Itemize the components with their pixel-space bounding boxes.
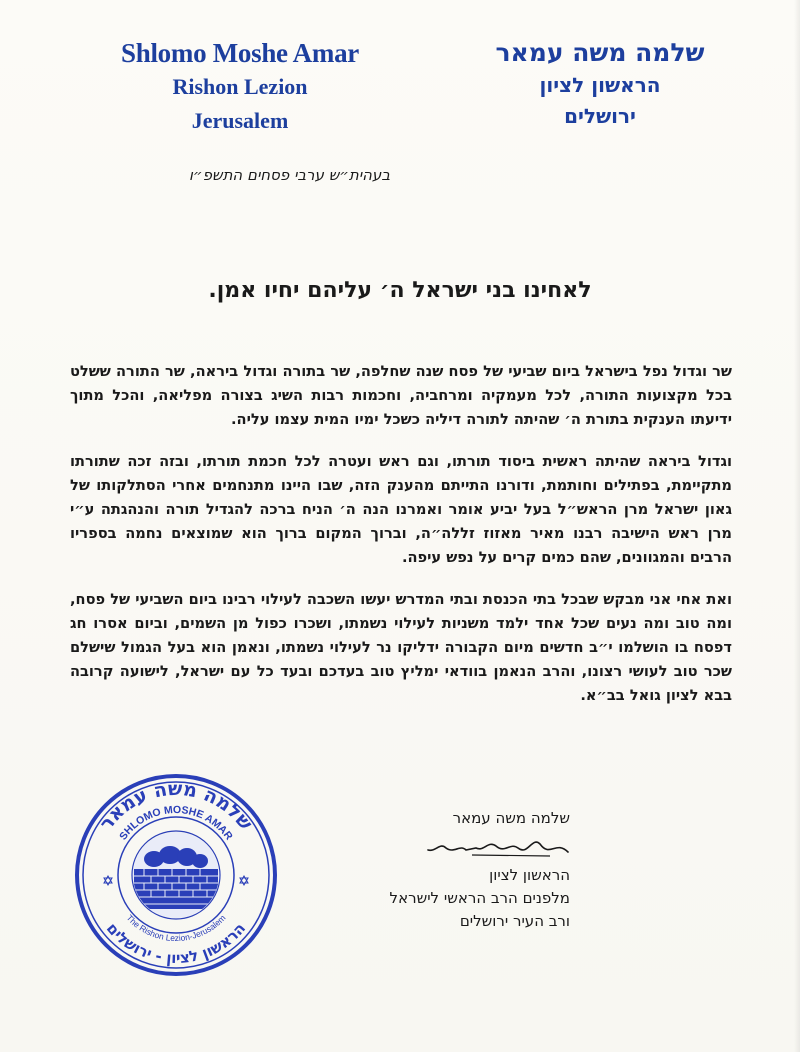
signature-block [300,807,570,933]
handwritten-signature [300,830,570,864]
official-stamp [74,773,278,977]
letter-body [70,360,732,726]
letterhead-hebrew [470,36,730,132]
letterhead-hebrew-title: הראשון לציון [539,73,661,97]
stamp-hebrew-bottom: הראשון לציון - ירושלים [102,919,250,968]
stamp-hebrew-top: שלמה משה עמאר [95,777,257,835]
paper-edge-shadow [794,0,800,1052]
letterhead-english [110,36,370,138]
signature-title: הראשון לציון [489,866,570,884]
paragraph-1: שר וגדול נפל בישראל ביום שביעי של פסח שנה שחלפה, שר בתורה וגדול ביראה, שר התורה ששלט בכל מקצועות התורה, לכל מעמקיה ומרחביה, וחכמות רבות השיג בצורה מפליאה, והכל מתוך ידיעתו הענקית בתורת ה׳ שהיתה לתורה דיליה כשכל ימיו המית עצמו עליה. [70,363,732,428]
letterhead-english-name: Shlomo Moshe Amar [121,38,359,68]
letterhead-hebrew-city: ירושלים [564,104,636,128]
paragraph-2: וגדול ביראה שהיתה ראשית ביסוד תורתו, וגם ראש ועטרה לכל חכמת תורתו, ובזה זכה שתורתו מתקיימת, בפתילים וחותמת, ודורנו התייתם מהענק הזה, שבו היינו מתנחמים אחרי הסתלקותו של גאון ישראל מרן הראש״ל בעל יביע אומר ואמרנו הנה ה׳ הניח ברכה להגדיל תורה והנהגתה ע״י מרן ראש הישיבה רבנו מאיר מאזוז זללה״ה, וברוך המקום ברוך הוא שמוצאים נחמה בספריו הרבים והמגוונים, שהם כמים קרים על נפש עיפה. [70,453,732,566]
letterhead-hebrew-name: שלמה משה עמאר [495,38,705,67]
signature-name: שלמה משה עמאר [452,809,570,827]
letter-date: בעהית״ש ערבי פסחים התשפ״ו [188,166,390,184]
stamp-english-top: SHLOMO MOSHE AMAR [117,803,235,843]
letterhead-english-city: Jerusalem [191,108,289,133]
letterhead-english-title: Rishon Lezion [172,74,308,99]
stamp-english-bottom: The Rishon Lezion-Jerusalem [124,912,228,944]
signature-role-1: מלפנים הרב הראשי לישראל [389,889,570,907]
letter-heading: לאחינו בני ישראל ה׳ עליהם יחיו אמן. [208,278,592,303]
paragraph-3: ואת אחי אני מבקש שבכל בתי הכנסת ובתי המדרש יעשו השכבה לעילוי רבינו ביום השביעי של פסח, ומה טוב ומה נעים שכל אחד ילמד משניות לעילוי נשמתו, ושכרו כפול מן השמים, וביום אסרו חג דפסח בו הושלמו י״ב חדשים מיום הקבורה ידליקו נר לעילוי נשמתו, ונאמן הוא בעל הגמול שישלם שכר טוב לעושי רצונו, והרב הנאמן בוודאי ימליץ טוב בעדכם ובעד כל עם ישראל, לישועה קרובה בבא לציון גואל בב״א. [70,591,732,704]
signature-role-2: ורב העיר ירושלים [459,912,570,930]
